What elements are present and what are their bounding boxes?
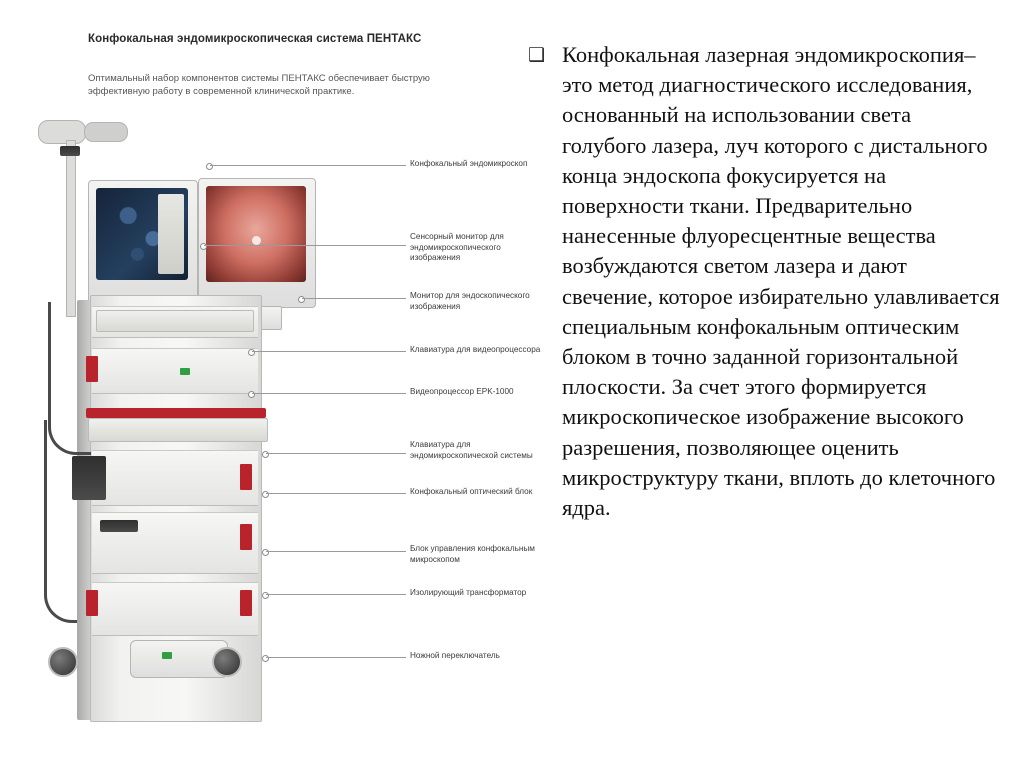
callout-label-8: Блок управления конфокальным микроскопом xyxy=(410,544,535,564)
transformer-red-tab-left xyxy=(86,590,98,616)
touch-monitor-screen xyxy=(96,188,188,280)
callout-label-5: Видеопроцессор EPK-1000 xyxy=(410,387,514,396)
callout-leader-1 xyxy=(210,165,406,166)
callout-leader-7 xyxy=(266,493,406,494)
foot-switch-indicator xyxy=(162,652,172,659)
bullet-paragraph: Конфокальная лазерная эндомикроскопия– это метод диагностического исследования, основанный на использовании света голубого лазера, луч которого с дистального конца эндоскопа фокусируется на поверхности ткани. Предварительно нанесенные флуоресцентные вещества возбуждаются светом лазера и дают свечение, которое избирательно улавливается специальным конфокальным оптическим блоком в точно заданной горизонтальной плоскости. За счет этого формируется микроскопическое изображение высокого разрешения, позволяющее оценить микроструктуру ткани, вплоть до клеточного ядра. xyxy=(562,42,1000,521)
callout-label-6: Клавиатура для эндомикроскопической системы xyxy=(410,440,533,460)
endoscopy-cart-illustration xyxy=(30,120,330,680)
control-unit-red-tab xyxy=(240,524,252,550)
transformer-red-tab-right xyxy=(240,590,252,616)
endoscope-connector xyxy=(84,122,128,142)
endoscope-pole xyxy=(66,140,76,317)
endomicroscopy-keyboard-front xyxy=(86,408,266,418)
confocal-optical-unit xyxy=(72,456,106,500)
callout-label-7: Конфокальный оптический блок xyxy=(410,487,533,496)
callout-leader-2 xyxy=(204,245,406,246)
cart-wheel-left xyxy=(48,647,78,677)
module-videoprocessor xyxy=(92,348,258,394)
optics-red-tab xyxy=(240,464,252,490)
callout-leader-8 xyxy=(266,551,406,552)
pole-clamp xyxy=(60,146,80,156)
cable-lower xyxy=(44,420,77,623)
callout-label-4: Клавиатура для видеопроцессора xyxy=(410,345,541,354)
module-isolating-transformer xyxy=(92,582,258,636)
callout-leader-3 xyxy=(302,298,406,299)
endomicroscopy-keyboard xyxy=(88,418,268,442)
endoscopic-monitor-screen xyxy=(206,186,306,282)
diagram-subtitle: Оптимальный набор компонентов системы ПЕНТАКС обеспечивает быструю эффективную работу в современной клинической практике. xyxy=(88,73,430,97)
bullet-square-icon: ❑ xyxy=(528,44,546,66)
callout-leader-4 xyxy=(252,351,406,352)
videoprocessor-keyboard xyxy=(96,310,254,332)
callout-leader-10 xyxy=(266,657,406,658)
endoscope-head xyxy=(38,120,86,144)
cart-wheel-right xyxy=(212,647,242,677)
callout-leader-9 xyxy=(266,594,406,595)
callout-label-9: Изолирующий трансформатор xyxy=(410,588,527,597)
callout-leader-5 xyxy=(252,393,406,394)
control-unit-display xyxy=(100,520,138,532)
callout-label-3: Монитор для эндоскопического изображения xyxy=(410,291,530,311)
diagram-title: Конфокальная эндомикроскопическая система ПЕНТАКС xyxy=(88,33,422,45)
callout-label-10: Ножной переключатель xyxy=(410,651,500,660)
callout-label-1: Конфокальный эндомикроскоп xyxy=(410,159,528,168)
module-confocal-optics xyxy=(92,450,258,506)
videoprocessor-indicator xyxy=(180,368,190,375)
callout-label-2: Сенсорный монитор для эндомикроскопического изображения xyxy=(410,232,504,262)
callout-leader-6 xyxy=(266,453,406,454)
text-panel xyxy=(520,0,1024,767)
bullet-item xyxy=(528,40,1000,523)
